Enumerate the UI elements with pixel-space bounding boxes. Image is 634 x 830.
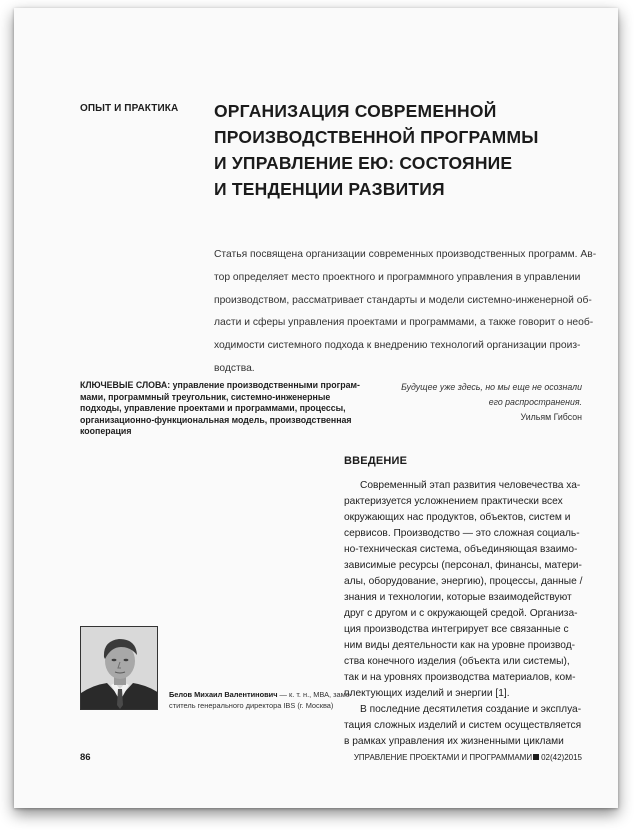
epigraph bbox=[342, 380, 582, 425]
body-line: окружающих нас продуктов, объектов, систем и bbox=[344, 512, 571, 523]
body-line: друг с другом и с окружающей средой. Организа- bbox=[344, 608, 578, 619]
body-line: так и на уровнях производства материалов, ком- bbox=[344, 672, 576, 683]
section-label: ОПЫТ И ПРАКТИКА bbox=[80, 103, 179, 114]
journal-name: УПРАВЛЕНИЕ ПРОЕКТАМИ И ПРОГРАММАМИ bbox=[353, 753, 533, 762]
body-line: рактеризуется усложнением практически всех bbox=[344, 496, 563, 507]
epigraph-quote-line: Будущее уже здесь, но мы еще не осознали bbox=[401, 382, 582, 392]
body-line: но-техническая система, объединяющая взаимо- bbox=[344, 544, 578, 555]
keywords-line: организационно-функциональная модель, производственная bbox=[80, 414, 352, 425]
keywords-block bbox=[80, 380, 360, 438]
keywords-line: мами, программный треугольник, системно-инженерные bbox=[80, 391, 331, 402]
body-line: сервисов. Производство — это сложная социаль- bbox=[344, 528, 580, 539]
title-line: И ТЕНДЕНЦИИ РАЗВИТИЯ bbox=[214, 179, 445, 199]
introduction-text bbox=[344, 478, 599, 750]
author-credentials: — к. т. н., МВА, заме- bbox=[277, 690, 353, 699]
body-line: алы, оборудование, энергию), процессы, данные / bbox=[344, 576, 583, 587]
body-line: знания и технологии, которые взаимодействуют bbox=[344, 592, 572, 603]
body-line: ним виды деятельности как на уровне производ- bbox=[344, 640, 576, 651]
body-line: в рамках управления их жизненными циклами bbox=[344, 736, 564, 747]
author-photo bbox=[80, 626, 158, 710]
abstract-line: Статья посвящена организации современных производственных программ. Ав- bbox=[214, 249, 597, 260]
author-info-line1 bbox=[169, 689, 353, 700]
article-abstract bbox=[214, 244, 596, 381]
body-line: В последние десятилетия создание и эксплуа- bbox=[360, 704, 582, 715]
author-position: ститель генерального директора IBS (г. Москва) bbox=[169, 701, 334, 710]
journal-page bbox=[14, 8, 618, 808]
title-line: И УПРАВЛЕНИЕ ЕЮ: СОСТОЯНИЕ bbox=[214, 153, 513, 173]
body-line: ства конечного изделия (объекта или системы), bbox=[344, 656, 570, 667]
keywords-line: подходы, управление проектами и программами, процессы, bbox=[80, 403, 346, 414]
keywords-line: КЛЮЧЕВЫЕ СЛОВА: управление производственными програм- bbox=[80, 380, 360, 390]
author-name: Белов Михаил Валентинович bbox=[169, 690, 278, 699]
page-number: 86 bbox=[80, 752, 91, 763]
journal-footer bbox=[354, 753, 582, 762]
body-line: тация сложных изделий и систем осуществляется bbox=[344, 720, 582, 731]
abstract-line: производством, рассматривает стандарты и модели системно-инженерной об- bbox=[214, 294, 592, 306]
body-line: ция производства интегрирует все связанные с bbox=[344, 624, 569, 635]
abstract-line: ходимости системного подхода к внедрению технологий организации произ- bbox=[214, 340, 581, 352]
abstract-line: водства. bbox=[214, 362, 255, 374]
author-info bbox=[169, 689, 353, 711]
epigraph-author: Уильям Гибсон bbox=[520, 412, 582, 422]
epigraph-quote-line: его распространения. bbox=[488, 397, 582, 407]
abstract-line: тор определяет место проектного и программного управления в управлении bbox=[214, 271, 581, 283]
section-heading-introduction: ВВЕДЕНИЕ bbox=[344, 455, 408, 467]
body-line: Современный этап развития человечества ха- bbox=[360, 480, 581, 491]
abstract-line: ласти и сферы управления проектами и программами, а также говорит о необ- bbox=[214, 317, 594, 329]
title-line: ОРГАНИЗАЦИЯ СОВРЕМЕННОЙ bbox=[214, 101, 497, 121]
body-line: зависимые ресурсы (персонал, финансы, матери- bbox=[344, 560, 582, 571]
title-line: ПРОИЗВОДСТВЕННОЙ ПРОГРАММЫ bbox=[214, 127, 539, 147]
body-line: плектующих изделий и энергии [1]. bbox=[344, 688, 510, 699]
square-separator-icon bbox=[533, 754, 539, 760]
journal-issue: 02(42)2015 bbox=[541, 753, 582, 762]
keywords-line: кооперация bbox=[80, 426, 132, 437]
article-title bbox=[214, 98, 594, 202]
author-portrait-image bbox=[81, 627, 158, 710]
